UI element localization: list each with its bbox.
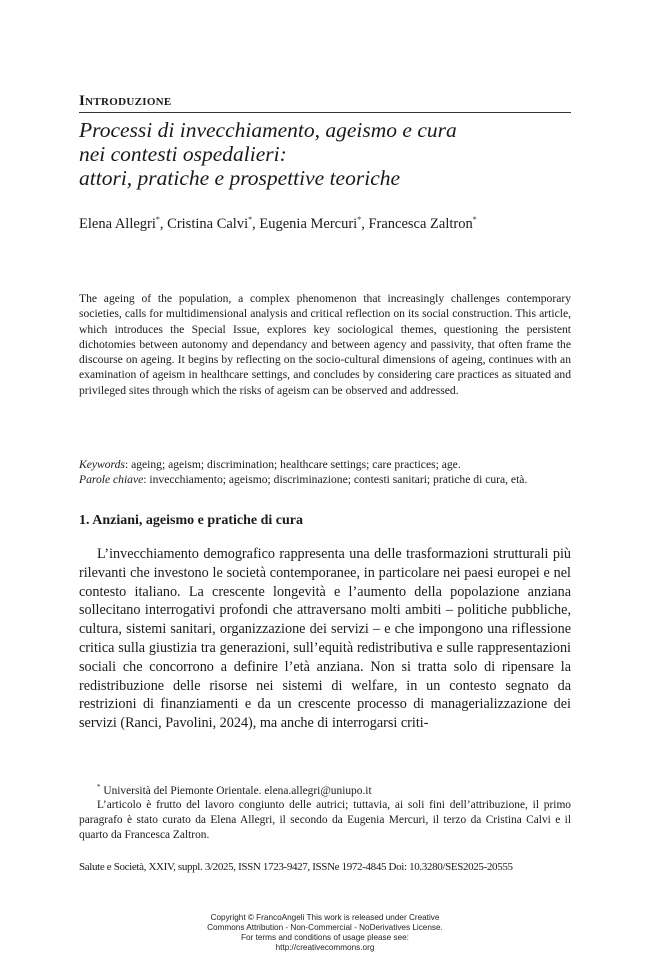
article-title	[79, 118, 571, 190]
keywords-en-label: Keywords	[79, 458, 125, 471]
body-paragraph: L’invecchiamento demografico rappresenta una delle trasformazioni strutturali più rilevanti che investono le società contemporanee, in particolare nei paesi europei e nel contesto italiano. La crescente longevità e l’aumento della popolazione anziana sollecitano interrogativi profondi che attraversano molti ambiti – politiche pubbliche, cultura, sistemi sanitari, organizzazione dei servizi – e che impongono una riflessione critica sulla giustizia tra generazioni, sull’equità redistributiva e sulle rappresentazioni sociali che concorrono a definire l’età anziana. Non si tratta solo di ripensare la redistribuzione delle risorse nei sistemi di welfare, in un contesto segnato da restrizioni di finanziamenti e da un crescente processo di managerializzazione dei servizi (Ranci, Pavolini, 2024), ma anche di interrogarsi criti-	[79, 546, 571, 732]
keywords-it-text: : invecchiamento; ageismo; discriminazione; contesti sanitari; pratiche di cura, età.	[143, 473, 528, 487]
keywords-it	[79, 472, 571, 487]
section-label	[79, 93, 571, 113]
title-line-2: nei contesti ospedalieri:	[79, 142, 287, 166]
copyright-line: Commons Attribution - Non-Commercial - NoDerivatives License.	[207, 923, 443, 932]
footnote-mark: *	[97, 783, 101, 791]
author-list: Elena Allegri*, Cristina Calvi*, Eugenia Mercuri*, Francesca Zaltron*	[79, 215, 477, 232]
section-heading: 1. Anziani, ageismo e pratiche di cura	[79, 513, 303, 528]
keywords-en	[79, 457, 571, 472]
copyright-line: Copyright © FrancoAngeli This work is released under Creative	[210, 913, 440, 922]
author-mark: *	[472, 215, 477, 224]
keywords-en-text: : ageing; ageism; discrimination; healthcare settings; care practices; age.	[124, 458, 461, 471]
copyright-notice	[100, 913, 550, 953]
author-mark: *	[248, 215, 253, 224]
section-label-text: Introduzione	[79, 93, 172, 109]
footnotes	[79, 780, 571, 842]
journal-citation: Salute e Società, XXIV, suppl. 3/2025, ISSN 1723-9427, ISSNe 1972-4845 Doi: 10.3280/SES2025-20555	[79, 861, 513, 873]
title-line-1: Processi di invecchiamento, ageismo e cura	[79, 118, 457, 142]
copyright-line: For terms and conditions of usage please see:	[241, 933, 409, 942]
footnote-attribution: L’articolo è frutto del lavoro congiunto delle autrici; tuttavia, ai soli fini dell’attribuzione, il primo paragrafo è stato curato da Elena Allegri, il secondo da Eugenia Mercuri, il terzo da Cristina Calvi e il quarto da Francesca Zaltron.	[79, 799, 571, 841]
author-mark: *	[155, 215, 160, 224]
keywords-block	[79, 457, 571, 488]
footnote-affiliation	[79, 780, 571, 798]
copyright-link[interactable]: http://creativecommons.org	[275, 943, 375, 952]
author-name: Eugenia Mercuri	[259, 215, 358, 232]
footnote-affiliation-text: Università del Piemonte Orientale. elena.allegri@uniupo.it	[100, 784, 372, 797]
author-name: Francesca Zaltron	[368, 215, 473, 232]
abstract: The ageing of the population, a complex phenomenon that increasingly challenges contemporary societies, calls for multidimensional analysis and critical reflection on its social construction. This article, which introduces the Special Issue, explores key sociological themes, questioning the persistent dichotomies between autonomy and dependancy and between agency and passivity, that often frame the discourse on ageing. It begins by reflecting on the socio-cultural dimensions of ageing, continues with an examination of ageism in healthcare settings, and concludes by considering care practices as situated and privileged sites through which the risks of ageism can be observed and addressed.	[79, 292, 571, 397]
author-name: Cristina Calvi	[167, 215, 249, 232]
author-name: Elena Allegri	[79, 215, 156, 232]
author-mark: *	[357, 215, 362, 224]
title-line-3: attori, pratiche e prospettive teoriche	[79, 166, 401, 190]
keywords-it-label: Parole chiave	[79, 473, 144, 487]
